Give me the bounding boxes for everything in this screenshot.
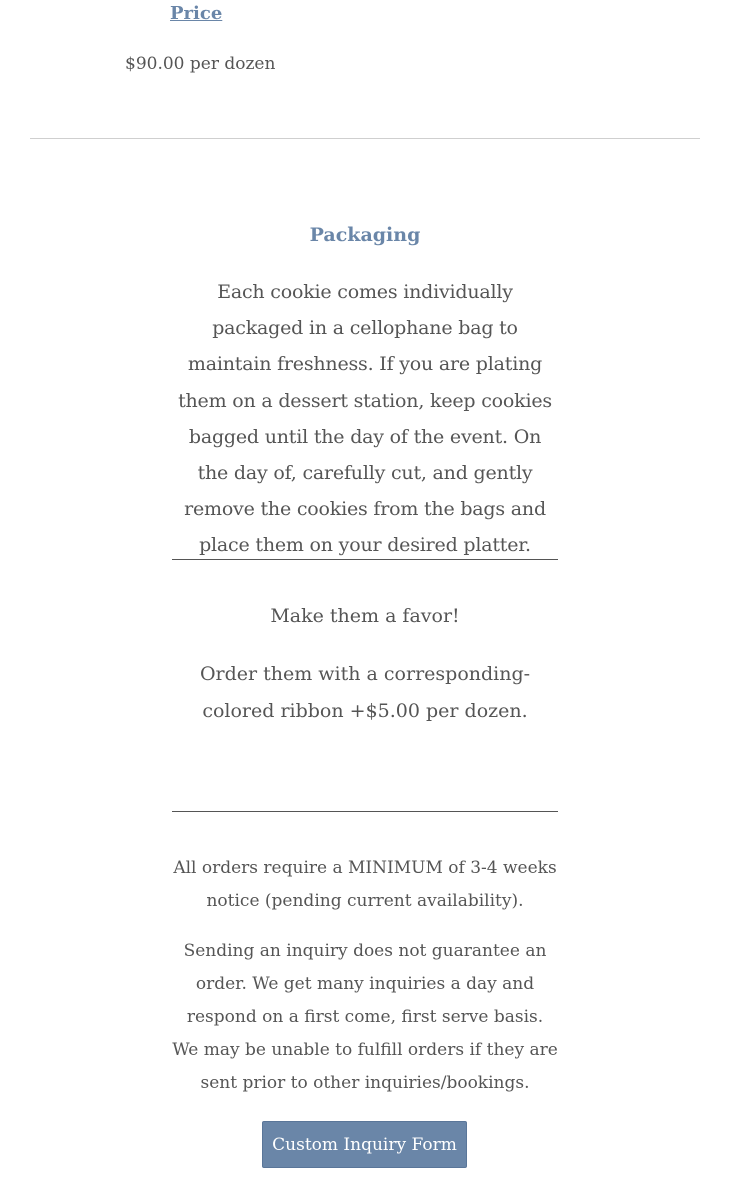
favor-title: Make them a favor! (270, 605, 460, 627)
custom-inquiry-form-button[interactable]: Custom Inquiry Form (262, 1121, 467, 1168)
minimum-notice-text: All orders require a MINIMUM of 3-4 weeks notice (pending current availability). (173, 858, 557, 911)
packaging-divider (172, 559, 558, 560)
favor-divider (172, 811, 558, 812)
section-divider (30, 138, 700, 139)
inquiry-disclaimer-text: Sending an inquiry does not guarantee an order. We get many inquiries a day and respond on a first come, first serve basis. We may be unable to fulfill orders if they are sent prior to other inquiries/bookings. (172, 941, 558, 1093)
packaging-description: Each cookie comes individually packaged in a cellophane bag to maintain freshness. If you are plating them on a dessert station, keep cookies bagged until the day of the event. On the day of, carefully cut, and gently remove the cookies from the bags and place them on your desired platter. (178, 281, 552, 557)
favor-description: Order them with a corresponding-colored ribbon +$5.00 per dozen. (199, 663, 531, 722)
packaging-title: Packaging (309, 224, 421, 246)
price-heading-link[interactable]: Price (170, 3, 223, 24)
price-value: $90.00 per dozen (125, 54, 276, 74)
